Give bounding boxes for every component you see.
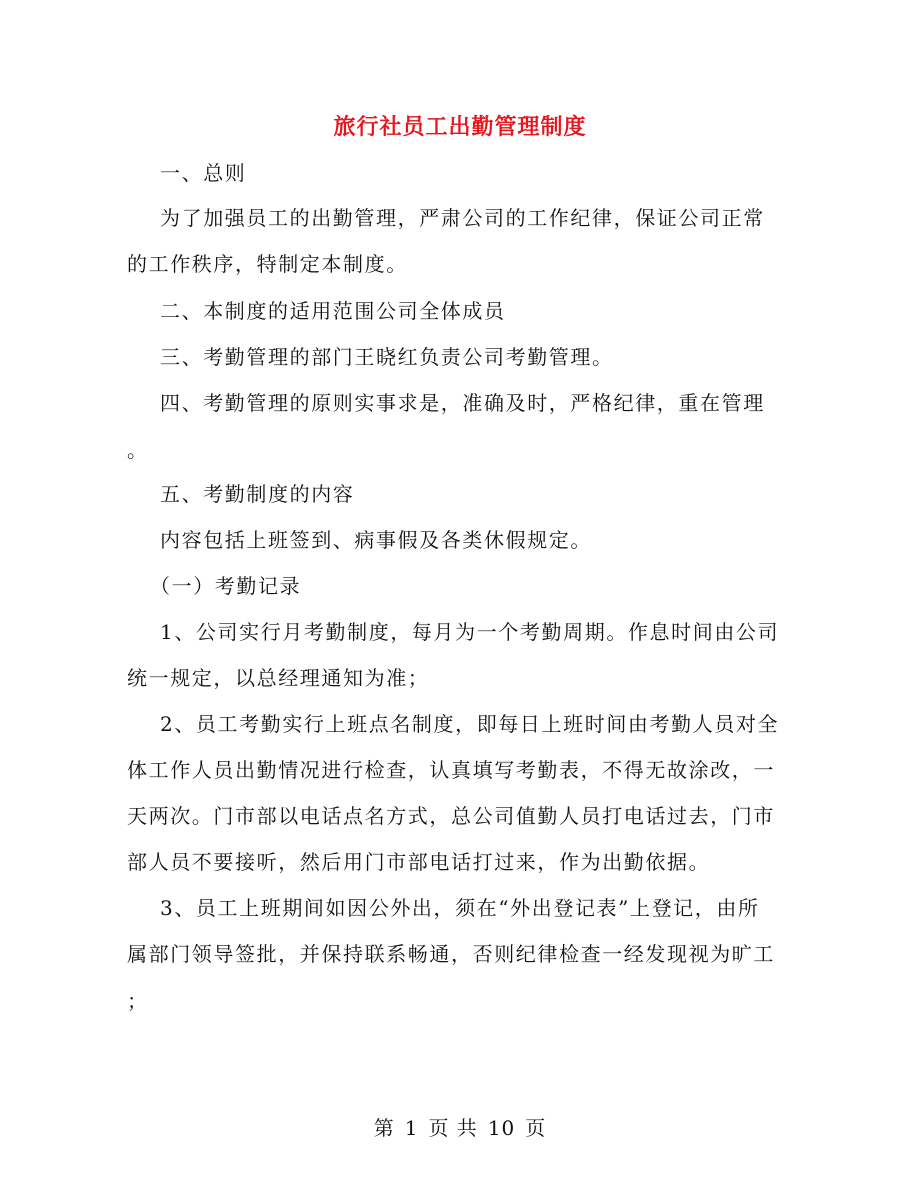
paragraph-line: 的工作秩序，特制定本制度。 [127, 252, 408, 276]
page-footer [0, 1112, 920, 1141]
list-item-line: 统一规定，以总经理通知为准； [127, 666, 430, 690]
document-title: 旅行社员工出勤管理制度 [333, 114, 587, 140]
section-heading-general: 一、总则 [160, 161, 247, 185]
footer-mid: 页 共 [428, 1116, 478, 1140]
page-total: 10 [487, 1116, 516, 1140]
footer-prefix: 第 [373, 1116, 395, 1140]
list-item-line: 2、员工考勤实行上班点名制度，即每日上班时间由考勤人员对全 [160, 712, 780, 736]
list-item-line: ； [127, 989, 149, 1013]
footer-suffix: 页 [525, 1116, 547, 1140]
subsection-heading: （一）考勤记录 [150, 574, 302, 598]
page-number: 1 [404, 1116, 419, 1140]
list-item-line: 1、公司实行月考勤制度，每月为一个考勤周期。作息时间由公司 [160, 620, 780, 644]
section-heading-content: 五、考勤制度的内容 [160, 482, 355, 506]
list-item-line: 3、员工上班期间如因公外出，须在“外出登记表”上登记，由所 [160, 896, 760, 920]
paragraph-line: 为了加强员工的出勤管理，严肃公司的工作纪律，保证公司正常 [160, 206, 765, 230]
list-item-line: 体工作人员出勤情况进行检查，认真填写考勤表，不得无故涂改，一 [127, 758, 775, 782]
paragraph-line: 内容包括上班签到、病事假及各类休假规定。 [160, 528, 592, 552]
section-heading-principle: 四、考勤管理的原则实事求是，准确及时，严格纪律，重在管理 [160, 391, 765, 415]
section-heading-scope: 二、本制度的适用范围公司全体成员 [160, 299, 506, 323]
list-item-line: 属部门领导签批，并保持联系畅通，否则纪律检查一经发现视为旷工 [127, 942, 775, 966]
section-heading-department: 三、考勤管理的部门王晓红负责公司考勤管理。 [160, 345, 614, 369]
paragraph-line: 。 [127, 438, 149, 462]
list-item-line: 天两次。门市部以电话点名方式，总公司值勤人员打电话过去，门市 [127, 804, 775, 828]
list-item-line: 部人员不要接听，然后用门市部电话打过来，作为出勤依据。 [127, 850, 711, 874]
